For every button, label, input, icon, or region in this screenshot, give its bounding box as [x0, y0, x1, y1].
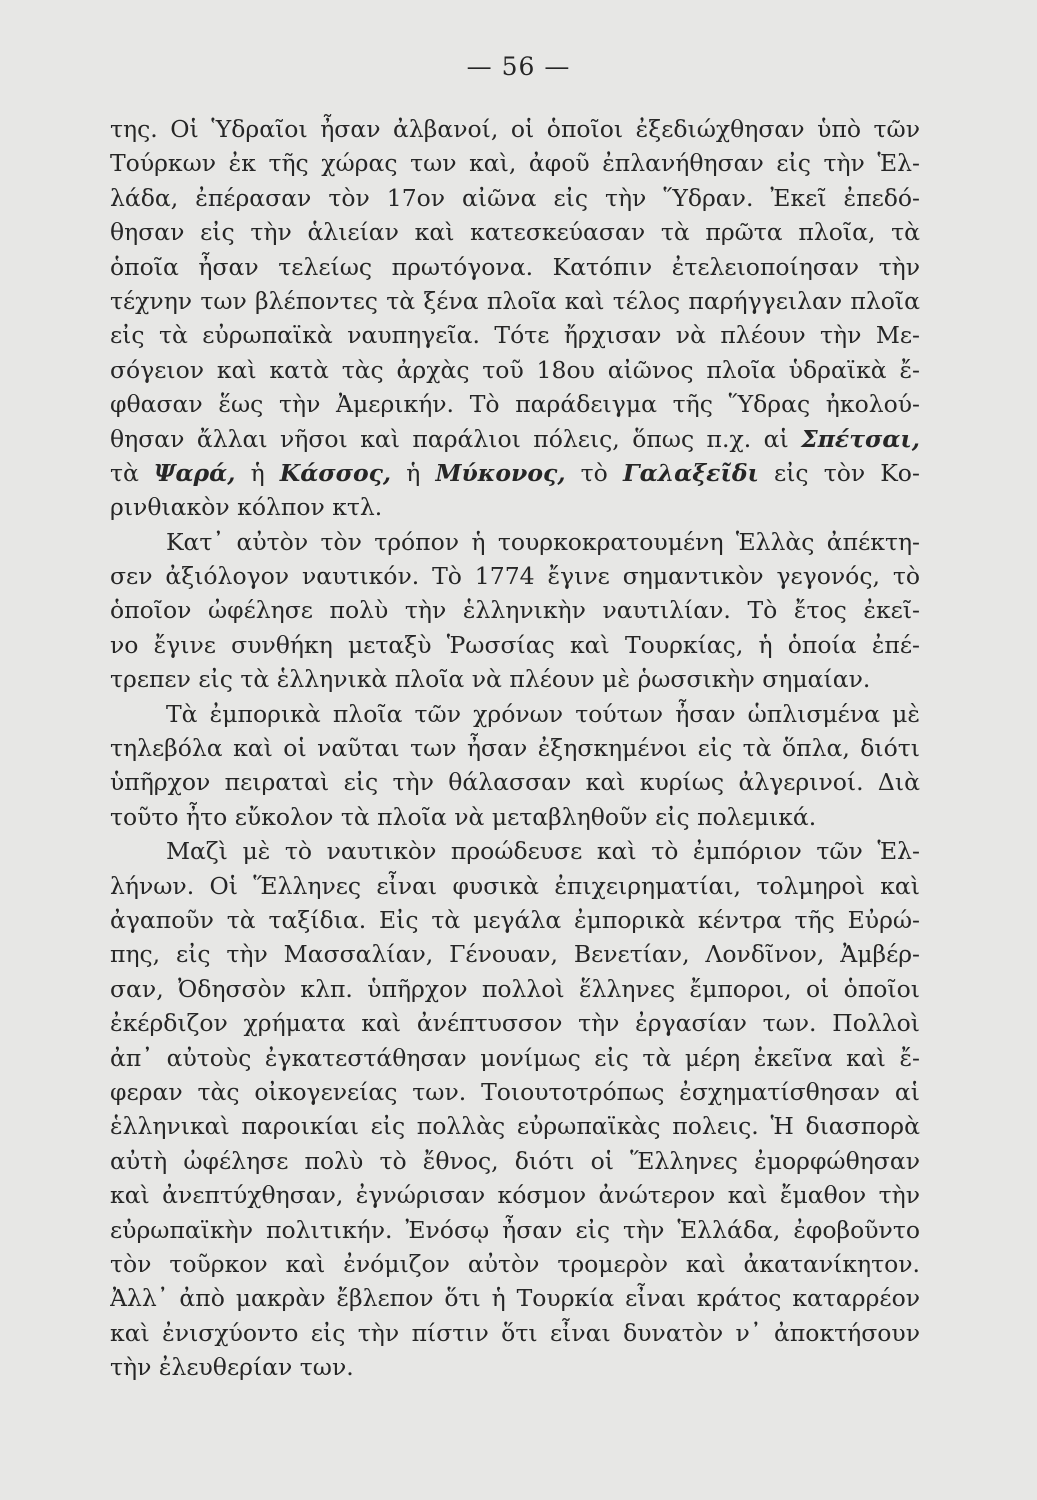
text-line: Τὰ ἐμπορικὰ πλοῖα τῶν χρόνων τούτων ἦσαν ὡπλισμένα μὲ [166, 699, 920, 728]
text-line: τοῦτο ἦτο εὔκολον τὰ πλοῖα νὰ μεταβληθοῦν εἰς πολεμικά. [110, 802, 817, 831]
place-name-psara: Ψαρά, [154, 458, 236, 487]
text-segment: ἡ [250, 458, 265, 487]
text-segment: τὰ [110, 458, 139, 487]
text-line: Κατ᾿ αὐτὸν τὸν τρόπον ἡ τουρκοκρατουμένη Ἑλλὰς ἀπέκτη- [166, 527, 920, 556]
text-line: Μαζὶ μὲ τὸ ναυτικὸν προώδευσε καὶ τὸ ἐμπόριον τῶν Ἑλ- [166, 837, 920, 866]
text-line: εὐρωπαϊκὴν πολιτικήν. Ἐνόσῳ ἦσαν εἰς τὴν Ἑλλάδα, ἐφοβοῦντο [110, 1215, 920, 1244]
text-line: καὶ ἐνισχύοντο εἰς τὴν πίστιν ὅτι εἶναι δυνατὸν ν᾿ ἀποκτήσουν [110, 1318, 920, 1347]
text-line: φεραν τὰς οἰκογενείας των. Τοιουτοτρόπως ἐσχηματίσθησαν αἱ [110, 1077, 920, 1106]
text-line: της. Οἱ Ὑδραῖοι ἦσαν ἀλβανοί, οἱ ὁποῖοι ἐξεδιώχθησαν ὑπὸ τῶν [110, 115, 920, 143]
text-line: σόγειον καὶ κατὰ τὰς ἀρχὰς τοῦ 18ου αἰῶνος πλοῖα ὑδραϊκὰ ἔ- [110, 355, 920, 384]
body-text [110, 112, 920, 1384]
text-line: νο ἔγινε συνθήκη μεταξὺ Ῥωσσίας καὶ Τουρκίας, ἡ ὁποία ἐπέ- [110, 630, 920, 659]
place-name-mykonos: Μύκονος, [435, 458, 566, 487]
text-line: λάδα, ἐπέρασαν τὸν 17ον αἰῶνα εἰς τὴν Ὕδραν. Ἐκεῖ ἐπεδό- [110, 183, 920, 212]
text-line: τὴν ἐλευθερίαν των. [110, 1353, 354, 1382]
text-line [110, 456, 920, 490]
text-line: καὶ ἀνεπτύχθησαν, ἐγνώρισαν κόσμον ἀνώτερον καὶ ἔμαθον τὴν [110, 1181, 920, 1210]
text-line: αὐτὴ ὠφέλησε πολὺ τὸ ἔθνος, διότι οἱ Ἕλληνες ἐμορφώθησαν [110, 1146, 920, 1175]
text-segment: ἡ [406, 458, 421, 487]
text-line: ὁποῖον ὠφέλησε πολὺ τὴν ἑλληνικὴν ναυτιλίαν. Τὸ ἔτος ἐκεῖ- [110, 596, 920, 625]
text-segment: τὸ [580, 458, 608, 487]
text-line: θησαν εἰς τὴν ἁλιείαν καὶ κατεσκεύασαν τὰ πρῶτα πλοῖα, τὰ [110, 218, 920, 247]
text-line: Τούρκων ἐκ τῆς χώρας των καὶ, ἀφοῦ ἐπλανήθησαν εἰς τὴν Ἑλ- [110, 149, 920, 178]
text-line: Ἀλλ᾿ ἀπὸ μακρὰν ἔβλεπον ὅτι ἡ Τουρκία εἶναι κράτος καταρρέον [110, 1284, 920, 1313]
text-line: τὸν τοῦρκον καὶ ἐνόμιζον αὐτὸν τρομερὸν καὶ ἀκατανίκητον. [110, 1249, 920, 1278]
text-line: ὁποῖα ἦσαν τελείως πρωτόγονα. Κατόπιν ἐτελειοποίησαν τὴν [110, 252, 920, 281]
text-line: ρινθιακὸν κόλπον κτλ. [110, 493, 383, 522]
text-line: λήνων. Οἱ Ἕλληνες εἶναι φυσικὰ ἐπιχειρηματίαι, τολμηροὶ καὶ [110, 871, 920, 900]
text-segment: θησαν ἄλλαι νῆσοι καὶ παράλιοι πόλεις, ὅπως π.χ. αἱ [110, 424, 789, 453]
text-line: ὑπῆρχον πειραταὶ εἰς τὴν θάλασσαν καὶ κυρίως ἀλγερινοί. Διὰ [110, 768, 920, 797]
place-name-kasos: Κάσσος, [279, 458, 392, 487]
text-line [110, 422, 920, 456]
text-line: ἀγαποῦν τὰ ταξίδια. Εἰς τὰ μεγάλα ἐμπορικὰ κέντρα τῆς Εὐρώ- [110, 905, 920, 934]
text-line: σεν ἀξιόλογον ναυτικόν. Τὸ 1774 ἔγινε σημαντικὸν γεγονός, τὸ [110, 562, 920, 591]
text-line: σαν, Ὀδησσὸν κλπ. ὑπῆρχον πολλοὶ ἕλληνες ἔμποροι, οἱ ὁποῖοι [110, 974, 920, 1003]
text-line: τρεπεν εἰς τὰ ἑλληνικὰ πλοῖα νὰ πλέουν μὲ ῥωσσικὴν σημαίαν. [110, 665, 871, 694]
text-segment: εἰς τὸν Κο- [774, 458, 920, 487]
place-name-galaxeidi: Γαλαξεῖδι [622, 458, 759, 487]
text-line: ἀπ᾿ αὐτοὺς ἐγκατεστάθησαν μονίμως εἰς τὰ μέρη ἐκεῖνα καὶ ἔ- [110, 1043, 920, 1072]
text-line: φθασαν ἕως τὴν Ἀμερικήν. Τὸ παράδειγμα τῆς Ὕδρας ἠκολού- [110, 390, 920, 419]
text-line: πης, εἰς τὴν Μασσαλίαν, Γένουαν, Βενετίαν, Λονδῖνον, Ἀμβέρ- [110, 940, 920, 969]
text-line: εἰς τὰ εὐρωπαϊκὰ ναυπηγεῖα. Τότε ἤρχισαν νὰ πλέουν τὴν Με- [110, 321, 920, 350]
text-line: ἐκέρδιζον χρήματα καὶ ἀνέπτυσσον τὴν ἐργασίαν των. Πολλοὶ [110, 1009, 920, 1038]
place-name-spetsai: Σπέτσαι, [801, 424, 920, 453]
text-line: τέχνην των βλέποντες τὰ ξένα πλοῖα καὶ τέλος παρήγγειλαν πλοῖα [110, 286, 920, 315]
page-number: — 56 — [466, 52, 571, 81]
text-line: τηλεβόλα καὶ οἱ ναῦται των ἦσαν ἐξησκημένοι εἰς τὰ ὅπλα, διότι [110, 734, 920, 763]
text-line: ἑλληνικαὶ παροικίαι εἰς πολλὰς εὐρωπαϊκὰς πολεις. Ἡ διασπορὰ [110, 1112, 920, 1141]
